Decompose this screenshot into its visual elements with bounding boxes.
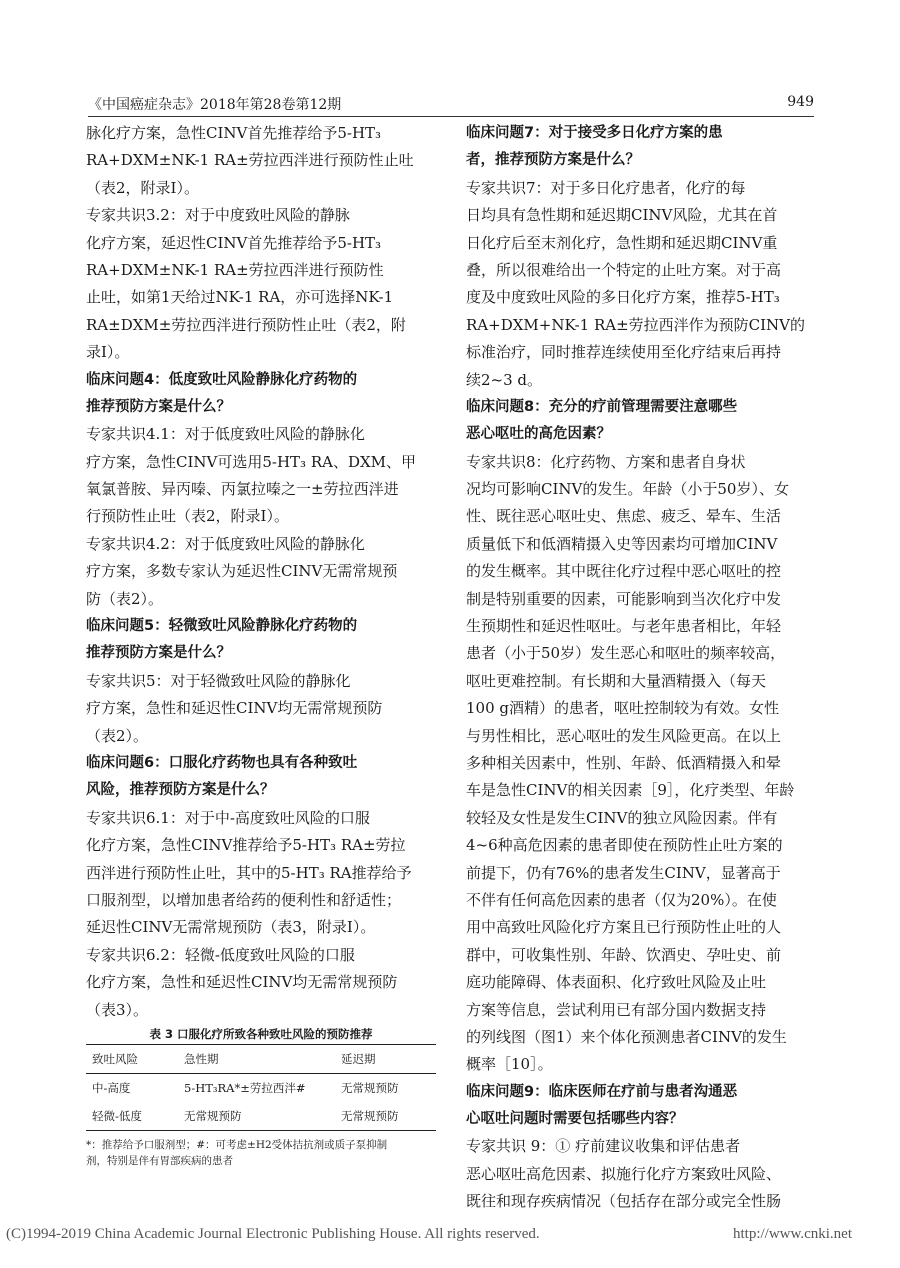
question-heading-line: 临床问题9：临床医师在疗前与患者沟通恶: [466, 1083, 738, 1100]
table-cell: 轻微-低度: [92, 1109, 142, 1123]
body-text-line: 止吐，如第1天给过NK-1 RA，亦可选择NK-1: [86, 288, 394, 307]
question-heading-line: 临床问题4：低度致吐风险静脉化疗药物的: [86, 371, 358, 388]
body-text-line: 防（表2）。: [86, 589, 164, 608]
body-text-line: 专家共识4.2：对于低度致吐风险的静脉化: [86, 534, 365, 553]
body-text-line: RA+DXM+NK-1 RA±劳拉西泮作为预防CINV的: [466, 315, 806, 334]
body-text-line: 的发生概率。其中既往化疗过程中恶心呕吐的控: [466, 562, 782, 581]
question-heading-line: 心呕吐问题时需要包括哪些内容？: [466, 1111, 684, 1128]
journal-title: 《中国癌症杂志》2018年第28卷第12期: [88, 97, 342, 113]
table-cell: 中-高度: [92, 1081, 131, 1095]
body-text-line: 延迟性CINV无需常规预防（表3，附录Ⅰ）。: [86, 918, 376, 937]
body-text-line: 度及中度致吐风险的多日化疗方案，推荐5-HT₃: [466, 288, 780, 307]
question-heading-line: 者，推荐预防方案是什么？: [466, 152, 640, 169]
body-text-line: 专家共识8：化疗药物、方案和患者自身状: [466, 452, 746, 471]
body-text-line: 庭功能障碍、体表面积、化疗致吐风险及止吐: [466, 973, 767, 992]
body-text-line: RA+DXM±NK-1 RA±劳拉西泮进行预防性: [86, 260, 384, 279]
right-column: [466, 120, 816, 1216]
body-text-line: 疗方案，急性CINV可选用5-HT₃ RA、DXM、甲: [86, 452, 417, 471]
table-cell: 无常规预防: [341, 1081, 399, 1095]
left-column: [86, 120, 436, 1024]
body-text-line: 化疗方案，延迟性CINV首先推荐给予5-HT₃: [86, 233, 382, 252]
body-text-line: 疗方案，急性和延迟性CINV均无需常规预防: [86, 699, 383, 718]
body-text-line: 专家共识6.2：轻微-低度致吐风险的口服: [86, 945, 355, 964]
body-text-line: 车是急性CINV的相关因素［9］，化疗类型、年龄: [466, 781, 795, 800]
body-text-line: 况均可影响CINV的发生。年龄（小于50岁）、女: [466, 480, 789, 499]
body-text-line: 日均具有急性期和延迟期CINV风险，尤其在首: [466, 206, 778, 225]
question-heading-line: 临床问题8：充分的疗前管理需要注意哪些: [466, 398, 738, 415]
body-text-line: 制是特别重要的因素，可能影响到当次化疗中发: [466, 589, 782, 608]
body-text-line: 专家共识 9：① 疗前建议收集和评估患者: [466, 1137, 741, 1156]
body-text-line: 前提下，仍有76%的患者发生CINV，显著高于: [466, 863, 781, 882]
table-row: [86, 1074, 436, 1103]
body-text-line: 概率［10］。: [466, 1055, 553, 1074]
copyright-notice: (C)1994-2019 China Academic Journal Electronic Publishing House. All rights reserved.: [6, 1226, 540, 1242]
body-text-line: 专家共识3.2：对于中度致吐风险的静脉: [86, 206, 350, 225]
question-heading-line: 临床问题5：轻微致吐风险静脉化疗药物的: [86, 618, 358, 635]
body-text-line: 氧氯普胺、异丙嗪、丙氯拉嗪之一±劳拉西泮进: [86, 480, 399, 499]
body-text-line: （表2）。: [86, 726, 149, 745]
body-text-line: 疗方案，多数专家认为延迟性CINV无需常规预: [86, 562, 398, 581]
body-text-line: 与男性相比，恶心呕吐的发生风险更高。在以上: [466, 726, 782, 745]
body-text-line: （表2，附录Ⅰ）。: [86, 178, 199, 197]
body-text-line: 群中，可收集性别、年龄、饮酒史、孕吐史、前: [466, 945, 782, 964]
body-text-line: 标准治疗，同时推荐连续使用至化疗结束后再持: [466, 343, 782, 362]
body-text-line: 续2~3 d。: [466, 370, 543, 389]
body-text-line: RA+DXM±NK-1 RA±劳拉西泮进行预防性止吐: [86, 151, 414, 170]
body-text-line: 较轻及女性是发生CINV的独立风险因素。伴有: [466, 808, 778, 827]
table-cell: 5-HT₃RA*±劳拉西泮#: [184, 1081, 306, 1095]
body-text-line: RA±DXM±劳拉西泮进行预防性止吐（表2，附: [86, 315, 406, 334]
table-row: [86, 1102, 436, 1131]
page-number: 949: [787, 94, 814, 110]
body-text-line: 用中高致吐风险化疗方案且已行预防性止吐的人: [466, 918, 782, 937]
table-cell: 无常规预防: [341, 1109, 399, 1123]
body-text-line: 不伴有任何高危因素的患者（仅为20%）。在使: [466, 890, 777, 909]
body-text-line: 西泮进行预防性止吐，其中的5-HT₃ RA推荐给予: [86, 863, 412, 882]
body-text-line: 日化疗后至末剂化疗，急性期和延迟期CINV重: [466, 233, 778, 252]
body-text-line: 4~6种高危因素的患者即使在预防性止吐方案的: [466, 836, 783, 855]
question-heading-line: 推荐预防方案是什么？: [86, 645, 231, 662]
body-text-line: 生预期性和延迟性呕吐。与老年患者相比，年轻: [466, 617, 782, 636]
body-text-line: 多种相关因素中，性别、年龄、低酒精摄入和晕: [466, 753, 782, 772]
body-text-line: 化疗方案，急性CINV推荐给予5-HT₃ RA±劳拉: [86, 836, 406, 855]
body-text-line: 脉化疗方案，急性CINV首先推荐给予5-HT₃: [86, 124, 382, 142]
body-text-line: 性、既往恶心呕吐史、焦虑、疲乏、晕车、生活: [466, 507, 782, 526]
body-text-line: 方案等信息，尝试利用已有部分国内数据支持: [466, 1000, 767, 1019]
body-text-line: 化疗方案，急性和延迟性CINV均无需常规预防: [86, 973, 398, 992]
body-text-line: 行预防性止吐（表2，附录Ⅰ）。: [86, 507, 289, 526]
body-text-line: 恶心呕吐高危因素、拟施行化疗方案致吐风险、: [466, 1164, 782, 1183]
question-heading-line: 临床问题6：口服化疗药物也具有各种致吐: [86, 754, 358, 771]
body-text-line: 呕吐更难控制。有长期和大量酒精摄入（每天: [466, 671, 767, 690]
body-text-line: 100 g酒精）的患者，呕吐控制较为有效。女性: [466, 699, 780, 718]
table-footnote: [86, 1137, 436, 1169]
table-3-grid: [86, 1044, 436, 1131]
body-text-line: 专家共识7：对于多日化疗患者，化疗的每: [466, 178, 746, 197]
body-text-line: 录Ⅰ）。: [86, 343, 130, 362]
table-header-cell: 致吐风险: [86, 1045, 178, 1074]
body-text-line: 的列线图（图1）来个体化预测患者CINV的发生: [466, 1027, 787, 1046]
table-header-cell: 延迟期: [335, 1045, 436, 1074]
body-text-line: （表3）。: [86, 1000, 149, 1019]
body-text-line: 质量低下和低酒精摄入史等因素均可增加CINV: [466, 534, 778, 553]
body-text-line: 患者（小于50岁）发生恶心和呕吐的频率较高，: [466, 644, 786, 663]
table-3: [86, 1024, 436, 1169]
table-cell: 无常规预防: [184, 1109, 242, 1123]
question-heading-line: 风险，推荐预防方案是什么？: [86, 782, 275, 799]
body-text-line: 既往和现存疾病情况（包括存在部分或完全性肠: [466, 1192, 782, 1211]
body-text-line: 专家共识5：对于轻微致吐风险的静脉化: [86, 671, 351, 690]
table-header-cell: 急性期: [178, 1045, 335, 1074]
body-text-line: 口服剂型，以增加患者给药的便利性和舒适性；: [86, 890, 402, 909]
footer-url: http://www.cnki.net: [732, 1226, 852, 1242]
body-text-line: 专家共识4.1：对于低度致吐风险的静脉化: [86, 425, 365, 444]
body-text-line: 专家共识6.1：对于中-高度致吐风险的口服: [86, 808, 370, 827]
table-footnote-line: *：推荐给予口服剂型；#：可考虑±H2受体拮抗剂或质子泵抑制: [86, 1139, 388, 1151]
table-header-row: [86, 1045, 436, 1074]
question-heading-line: 推荐预防方案是什么？: [86, 398, 231, 415]
table-footnote-line: 剂，特别是伴有胃部疾病的患者: [86, 1155, 233, 1167]
body-text-line: 叠，所以很难给出一个特定的止吐方案。对于高: [466, 260, 782, 279]
question-heading-line: 临床问题7：对于接受多日化疗方案的患: [466, 125, 723, 141]
running-header: [88, 92, 814, 117]
table-caption: 表 3 口服化疗所致各种致吐风险的预防推荐: [149, 1027, 373, 1041]
question-heading-line: 恶心呕吐的高危因素？: [466, 426, 611, 443]
